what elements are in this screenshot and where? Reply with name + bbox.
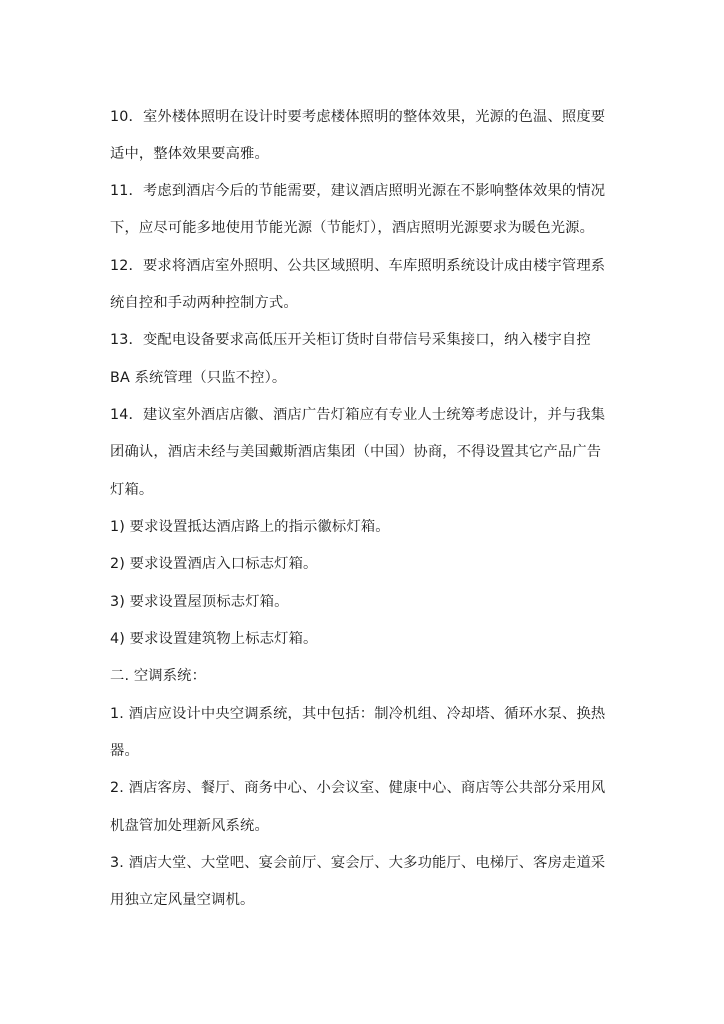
text-line: 14．建议室外酒店店徽、酒店广告灯箱应有专业人士统筹考虑设计，并与我集 xyxy=(110,407,606,423)
text-line: 统自控和手动两种控制方式。 xyxy=(110,295,298,311)
text-line: BA 系统管理（只监不控）。 xyxy=(110,370,287,386)
list-item: 1) 要求设置抵达酒店路上的指示徽标灯箱。 xyxy=(110,519,390,535)
list-item: 4) 要求设置建筑物上标志灯箱。 xyxy=(110,631,318,647)
text-line: 适中，整体效果要高雅。 xyxy=(110,146,269,162)
text-line: 2. 酒店客房、餐厅、商务中心、小会议室、健康中心、商店等公共部分采用风 xyxy=(110,780,606,796)
list-item: 2) 要求设置酒店入口标志灯箱。 xyxy=(110,556,318,572)
text-line: 1. 酒店应设计中央空调系统，其中包括：制冷机组、冷却塔、循环水泵、换热 xyxy=(110,706,606,722)
text-line: 下，应尽可能多地使用节能光源（节能灯），酒店照明光源要求为暖色光源。 xyxy=(110,220,595,236)
text-line: 灯箱。 xyxy=(110,482,154,498)
text-line: 用独立定风量空调机。 xyxy=(110,892,255,908)
section-heading: 二. 空调系统： xyxy=(110,668,207,684)
text-line: 3. 酒店大堂、大堂吧、宴会前厅、宴会厅、大多功能厅、电梯厅、客房走道采 xyxy=(110,855,606,871)
text-line: 机盘管加处理新风系统。 xyxy=(110,818,269,834)
text-line: 12．要求将酒店室外照明、公共区域照明、车库照明系统设计成由楼宇管理系 xyxy=(110,258,606,274)
list-item: 3) 要求设置屋顶标志灯箱。 xyxy=(110,594,289,610)
text-line: 11．考虑到酒店今后的节能需要，建议酒店照明光源在不影响整体效果的情况 xyxy=(110,183,606,199)
text-line: 13．变配电设备要求高低压开关柜订货时自带信号采集接口，纳入楼宇自控 xyxy=(110,332,591,348)
text-line: 器。 xyxy=(110,743,139,759)
text-line: 团确认，酒店未经与美国戴斯酒店集团（中国）协商，不得设置其它产品广告 xyxy=(110,444,602,460)
text-line: 10．室外楼体照明在设计时要考虑楼体照明的整体效果，光源的色温、照度要 xyxy=(110,109,606,125)
